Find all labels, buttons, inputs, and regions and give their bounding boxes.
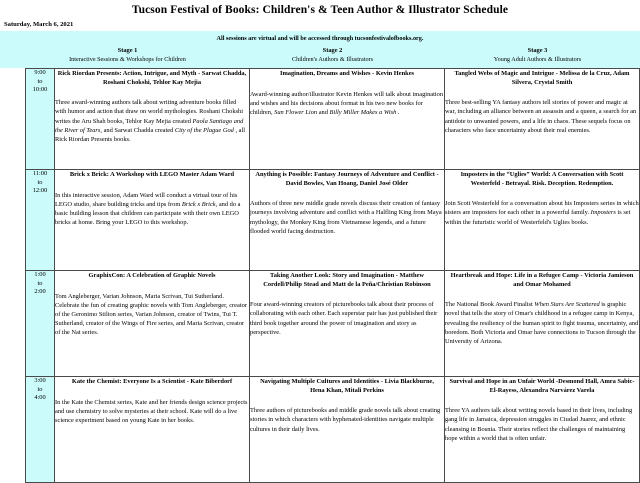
session-cell-stage-1[interactable] [55, 377, 250, 483]
session-cell-stage-2[interactable] [250, 377, 445, 483]
time-end: 4:00 [34, 394, 46, 401]
session-description: Three best-selling YA fantasy authors tell stories of power and magic at war, including an alliance between an assassin and a queen, a search for an antidote to unwanted powers, and a life in chaos. These sequels focus on characters who face uncertainty about their real enemies. [445, 99, 637, 134]
stage-1-name: Stage 1 [117, 47, 138, 54]
time-end: 12:00 [32, 187, 48, 194]
session-title: Heartbreak and Hope: Life in a Refugee Camp - Victoria Jamieson and Omar Mohamed [450, 272, 634, 288]
session-title: Rick Riordan Presents: Action, Intrigue, and Myth - Sarwat Chadda, Roshani Chokshi, Tehlor Kay Mejia [57, 70, 247, 86]
banner-text: All sessions are virtual and will be accessed through tucsonfestivalofbooks.org. [216, 34, 424, 42]
session-title: Taking Another Look: Story and Imagination - Matthew Cordell/Philip Stead and Matt de la Peña/Christian Robinson [263, 272, 431, 288]
time-separator: to [37, 385, 43, 393]
time-separator: to [37, 178, 43, 186]
time-separator: to [37, 77, 43, 85]
time-slot-cell [26, 271, 55, 377]
time-start: 11:00 [32, 170, 48, 177]
session-title: Kate the Chemist: Everyone Is a Scientist - Kate Biberdorf [71, 378, 233, 385]
session-description: Three YA authors talk about writing novels based in their lives, including gang life in Jamaica, depression struggles in Ciudad Juarez, and ethnic cleansing in Bosnia. Their stories reflect the challenges of maintaining hope within a world that is often unfair. [445, 407, 633, 442]
stage-3-subtitle: Young Adult Authors & Illustrators [493, 56, 582, 63]
session-cell-stage-3[interactable] [445, 69, 640, 170]
stage-2-subtitle: Children's Authors & Illustrators [291, 56, 374, 63]
session-title: Imagination, Dreams and Wishes - Kevin Henkes [279, 70, 415, 77]
session-title: Imposters in the “Uglies” World: A Conversation with Scott Westerfeld - Betrayal. Risk. Deception. Redemption. [460, 171, 624, 187]
table-row [26, 69, 640, 170]
session-title: Brick x Brick: A Workshop with LEGO Master Adam Ward [69, 171, 235, 178]
session-description: Authors of three new middle grade novels discuss their creation of fantasy journeys involving adventure and conflict with a Halfling King from Maya mythology, the Monkey King from Vietnamese legends, and a future flooded world facing destruction. [250, 200, 442, 235]
session-cell-stage-3[interactable] [445, 271, 640, 377]
stage-header-2 [230, 45, 435, 68]
session-cell-stage-3[interactable] [445, 170, 640, 271]
session-description: In the Kate the Chemist series, Kate and her friends design science projects and use chemistry to solve mysteries at their school. Kate will do a live science experiment based on young Kate in her books. [55, 398, 248, 424]
stage-1-subtitle: Interactive Sessions & Workshops for Children [69, 56, 186, 63]
stage-header-3 [435, 45, 640, 68]
session-cell-stage-3[interactable] [445, 377, 640, 483]
time-slot-cell [26, 377, 55, 483]
session-cell-stage-1[interactable] [55, 170, 250, 271]
session-cell-stage-2[interactable] [250, 69, 445, 170]
session-title: GraphixCon: A Celebration of Graphic Novels [88, 272, 216, 279]
time-end: 2:00 [34, 288, 46, 295]
session-description: Join Scott Westerfeld for a conversation about his Imposters series in which sisters are imposters for each other in a powerful family. Imposters is set within the futuristic world of Westerfeld's Uglies books. [445, 200, 639, 226]
schedule-date: Saturday, March 6, 2021 [4, 21, 74, 28]
session-description: Three authors of picturebooks and middle grade novels talk about creating stories in which characters with hyphenated-identities navigate multiple cultures in their daily lives. [250, 407, 441, 433]
session-description: Award-winning author/illustrator Kevin Henkes will talk about imagination and wishes and his decisions about format in his two new books for children, Sun Flower Lion and Billy Miller Makes a Wish . [250, 90, 444, 116]
virtual-sessions-banner [0, 31, 640, 45]
time-start: 1:00 [34, 271, 46, 278]
session-title: Survival and Hope in an Unfair World -Desmond Hall, Amra Sabic-El-Rayess, Alexandra Narvárez Varela [449, 378, 635, 394]
schedule-table [25, 68, 640, 483]
time-start: 9:00 [34, 69, 46, 76]
session-description: In this interactive session, Adam Ward will conduct a virtual tour of his LEGO studio, share building tricks and tips from Brick x Brick, and do a basic building lesson that children can participate with their own LEGO bricks at home. Bring your LEGO to this workshop. [55, 191, 241, 227]
time-slot-cell [26, 69, 55, 170]
stage-header-time-spacer [0, 45, 25, 68]
time-separator: to [37, 279, 43, 287]
session-cell-stage-2[interactable] [250, 170, 445, 271]
schedule-table-body [26, 69, 640, 483]
stage-header-1 [25, 45, 230, 68]
stage-header-row [0, 45, 640, 68]
table-row [26, 271, 640, 377]
table-row [26, 170, 640, 271]
session-title: Anything is Possible: Fantasy Journeys of Adventure and Conflict - David Bowles, Van Hoang, Daniel José Older [255, 171, 439, 187]
session-description: Four award-winning creators of picturebooks talk about their process of collaborating with each other. Each superstar pair has just published their third book together around the power of imagination and story as perspective. [250, 301, 438, 336]
session-description: The National Book Award Finalist When Stars Are Scattered is graphic novel that tells the story of Omar's childhood in a refugee camp in Kenya, revealing the resiliency of the human spirit to fight trauma, uncertainty, and boredom. Both Victoria and Omar have connections to Tucson through the University of Arizona. [445, 301, 639, 345]
session-description: Three award-winning authors talk about writing adventure books filled with humor and action that draw on world mythologies. Roshani Chokshi writes the Aru Shah books, Tehlor Kay Mejia created Paola Santiago and the River of Tears, and Sarwat Chadda created City of the Plague God , all Rick Riordan Presents books. [55, 99, 246, 143]
session-cell-stage-1[interactable] [55, 271, 250, 377]
stage-3-name: Stage 3 [527, 47, 548, 54]
time-end: 10:00 [32, 86, 48, 93]
page-title: Tucson Festival of Books: Children's & Teen Author & Illustrator Schedule [131, 4, 509, 16]
session-title: Tangled Webs of Magic and Intrigue - Melissa de la Cruz, Adam Silvera, Crystal Smith [454, 70, 630, 86]
time-start: 3:00 [34, 377, 46, 384]
stage-2-name: Stage 2 [322, 47, 343, 54]
session-cell-stage-2[interactable] [250, 271, 445, 377]
time-slot-cell [26, 170, 55, 271]
session-title: Navigating Multiple Cultures and Identities - Livia Blackburne, Hena Khan, Mitali Perkins [260, 378, 434, 394]
table-row [26, 377, 640, 483]
session-cell-stage-1[interactable] [55, 69, 250, 170]
session-description: Tom Angleberger, Varian Johnson, Maria Scrivan, Tui Sutherland. Celebrate the fun of creating graphic novels with Tom Angleberger, creator of the Geronimo Stilton series, Varian Johnson, creator of Twins, Tui T. Sutherland, creator of the Wings of Fire series, and Maria Scrivan, creator of the Nat series. [55, 292, 247, 337]
